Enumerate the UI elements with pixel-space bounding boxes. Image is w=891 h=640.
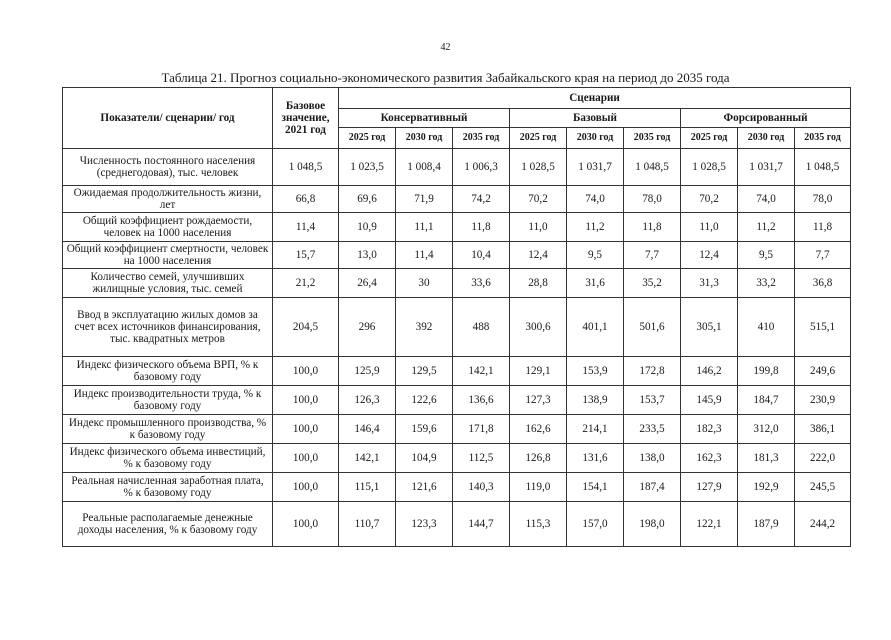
forecast-value-cell: 26,4 (339, 269, 396, 298)
forecast-value-cell: 33,6 (453, 269, 510, 298)
forecast-value-cell: 1 008,4 (396, 149, 453, 186)
forecast-value-cell: 74,2 (453, 186, 510, 213)
forecast-value-cell: 11,0 (681, 213, 738, 242)
forecast-value-cell: 1 028,5 (510, 149, 567, 186)
forecast-value-cell: 74,0 (738, 186, 795, 213)
forecast-value-cell: 249,6 (795, 357, 851, 386)
forecast-value-cell: 9,5 (738, 242, 795, 269)
table-row (63, 269, 851, 298)
forecast-value-cell: 11,4 (396, 242, 453, 269)
forecast-value-cell: 12,4 (681, 242, 738, 269)
year-header: 2025 год (681, 128, 738, 149)
forecast-value-cell: 145,9 (681, 386, 738, 415)
base-value-cell: 11,4 (273, 213, 339, 242)
indicator-label: Индекс физического объема ВРП, % к базовому году (63, 357, 273, 386)
forecast-value-cell: 28,8 (510, 269, 567, 298)
forecast-value-cell: 74,0 (567, 186, 624, 213)
forecast-value-cell: 146,2 (681, 357, 738, 386)
table-row (63, 298, 851, 357)
forecast-value-cell: 1 031,7 (738, 149, 795, 186)
forecast-value-cell: 171,8 (453, 415, 510, 444)
forecast-value-cell: 488 (453, 298, 510, 357)
base-value-cell: 100,0 (273, 386, 339, 415)
forecast-value-cell: 146,4 (339, 415, 396, 444)
forecast-value-cell: 122,1 (681, 502, 738, 547)
table-body (63, 149, 851, 547)
forecast-value-cell: 11,1 (396, 213, 453, 242)
forecast-value-cell: 305,1 (681, 298, 738, 357)
indicator-label: Ожидаемая продолжительность жизни, лет (63, 186, 273, 213)
indicator-label: Индекс физического объема инвестиций, % к базовому году (63, 444, 273, 473)
forecast-value-cell: 127,9 (681, 473, 738, 502)
forecast-value-cell: 401,1 (567, 298, 624, 357)
forecast-value-cell: 312,0 (738, 415, 795, 444)
forecast-value-cell: 172,8 (624, 357, 681, 386)
forecast-value-cell: 153,7 (624, 386, 681, 415)
forecast-value-cell: 78,0 (795, 186, 851, 213)
forecast-value-cell: 1 028,5 (681, 149, 738, 186)
forecast-value-cell: 142,1 (339, 444, 396, 473)
base-value-cell: 100,0 (273, 502, 339, 547)
base-value-header: Базовое значение, 2021 год (273, 88, 339, 149)
table-row (63, 357, 851, 386)
forecast-value-cell: 70,2 (510, 186, 567, 213)
forecast-value-cell: 71,9 (396, 186, 453, 213)
year-header: 2035 год (624, 128, 681, 149)
forecast-value-cell: 515,1 (795, 298, 851, 357)
base-value-cell: 15,7 (273, 242, 339, 269)
forecast-value-cell: 11,0 (510, 213, 567, 242)
forecast-value-cell: 410 (738, 298, 795, 357)
indicator-label: Общий коэффициент смертности, человек на 1000 населения (63, 242, 273, 269)
indicator-label: Реальная начисленная заработная плата, % к базовому году (63, 473, 273, 502)
base-value-cell: 21,2 (273, 269, 339, 298)
forecast-value-cell: 123,3 (396, 502, 453, 547)
forecast-value-cell: 392 (396, 298, 453, 357)
base-value-cell: 100,0 (273, 415, 339, 444)
forecast-value-cell: 11,8 (624, 213, 681, 242)
forecast-value-cell: 214,1 (567, 415, 624, 444)
forecast-table (62, 87, 851, 547)
forecast-value-cell: 1 031,7 (567, 149, 624, 186)
year-header: 2025 год (339, 128, 396, 149)
table-row (63, 415, 851, 444)
forecast-value-cell: 110,7 (339, 502, 396, 547)
forecast-value-cell: 129,1 (510, 357, 567, 386)
forecast-value-cell: 187,4 (624, 473, 681, 502)
table-row (63, 502, 851, 547)
base-value-cell: 1 048,5 (273, 149, 339, 186)
forecast-value-cell: 144,7 (453, 502, 510, 547)
forecast-value-cell: 162,6 (510, 415, 567, 444)
forecast-value-cell: 31,6 (567, 269, 624, 298)
table-title: Таблица 21. Прогноз социально-экономического развития Забайкальского края на период до 2035 года (161, 70, 730, 85)
forecast-value-cell: 230,9 (795, 386, 851, 415)
forecast-value-cell: 386,1 (795, 415, 851, 444)
forecast-value-cell: 78,0 (624, 186, 681, 213)
indicator-label: Реальные располагаемые денежные доходы населения, % к базовому году (63, 502, 273, 547)
forecast-value-cell: 115,1 (339, 473, 396, 502)
forecast-value-cell: 125,9 (339, 357, 396, 386)
forecast-value-cell: 10,9 (339, 213, 396, 242)
forecast-value-cell: 126,8 (510, 444, 567, 473)
year-header: 2030 год (738, 128, 795, 149)
forecast-value-cell: 140,3 (453, 473, 510, 502)
forecast-value-cell: 198,0 (624, 502, 681, 547)
forecast-value-cell: 142,1 (453, 357, 510, 386)
table-row (63, 444, 851, 473)
forecast-value-cell: 7,7 (795, 242, 851, 269)
forecast-value-cell: 30 (396, 269, 453, 298)
forecast-value-cell: 9,5 (567, 242, 624, 269)
base-value-cell: 66,8 (273, 186, 339, 213)
table-row (63, 242, 851, 269)
forecast-value-cell: 1 048,5 (795, 149, 851, 186)
forecast-value-cell: 131,6 (567, 444, 624, 473)
table-row (63, 386, 851, 415)
forecast-value-cell: 192,9 (738, 473, 795, 502)
indicator-label: Ввод в эксплуатацию жилых домов за счет всех источников финансирования, тыс. квадратных метров (63, 298, 273, 357)
forecast-value-cell: 129,5 (396, 357, 453, 386)
table-row (63, 186, 851, 213)
forecast-value-cell: 222,0 (795, 444, 851, 473)
forecast-value-cell: 199,8 (738, 357, 795, 386)
forecast-value-cell: 300,6 (510, 298, 567, 357)
forecast-value-cell: 122,6 (396, 386, 453, 415)
forecast-value-cell: 7,7 (624, 242, 681, 269)
forecast-value-cell: 11,8 (453, 213, 510, 242)
indicator-header: Показатели/ сценарии/ год (63, 88, 273, 149)
forecast-value-cell: 1 023,5 (339, 149, 396, 186)
forecast-value-cell: 233,5 (624, 415, 681, 444)
forecast-value-cell: 70,2 (681, 186, 738, 213)
scenario-conservative-header: Консервативный (339, 109, 510, 128)
forecast-value-cell: 181,3 (738, 444, 795, 473)
forecast-value-cell: 69,6 (339, 186, 396, 213)
forecast-value-cell: 182,3 (681, 415, 738, 444)
page-number: 42 (440, 42, 451, 53)
year-header: 2030 год (567, 128, 624, 149)
forecast-value-cell: 11,2 (567, 213, 624, 242)
scenarios-header: Сценарии (339, 88, 851, 109)
indicator-label: Количество семей, улучшивших жилищные условия, тыс. семей (63, 269, 273, 298)
forecast-value-cell: 154,1 (567, 473, 624, 502)
year-header: 2030 год (396, 128, 453, 149)
forecast-value-cell: 153,9 (567, 357, 624, 386)
forecast-value-cell: 11,8 (795, 213, 851, 242)
forecast-value-cell: 187,9 (738, 502, 795, 547)
forecast-value-cell: 245,5 (795, 473, 851, 502)
forecast-value-cell: 121,6 (396, 473, 453, 502)
indicator-label: Численность постоянного населения (среднегодовая), тыс. человек (63, 149, 273, 186)
forecast-value-cell: 157,0 (567, 502, 624, 547)
forecast-value-cell: 11,2 (738, 213, 795, 242)
forecast-value-cell: 159,6 (396, 415, 453, 444)
forecast-value-cell: 115,3 (510, 502, 567, 547)
forecast-value-cell: 1 006,3 (453, 149, 510, 186)
base-value-cell: 100,0 (273, 357, 339, 386)
forecast-value-cell: 1 048,5 (624, 149, 681, 186)
indicator-label: Индекс производительности труда, % к базовому году (63, 386, 273, 415)
year-header: 2035 год (453, 128, 510, 149)
indicator-label: Общий коэффициент рождаемости, человек на 1000 населения (63, 213, 273, 242)
forecast-value-cell: 119,0 (510, 473, 567, 502)
forecast-value-cell: 126,3 (339, 386, 396, 415)
forecast-value-cell: 10,4 (453, 242, 510, 269)
forecast-value-cell: 501,6 (624, 298, 681, 357)
base-value-cell: 204,5 (273, 298, 339, 357)
forecast-value-cell: 31,3 (681, 269, 738, 298)
year-header: 2025 год (510, 128, 567, 149)
forecast-value-cell: 184,7 (738, 386, 795, 415)
forecast-value-cell: 162,3 (681, 444, 738, 473)
forecast-value-cell: 138,9 (567, 386, 624, 415)
indicator-label: Индекс промышленного производства, % к базовому году (63, 415, 273, 444)
forecast-value-cell: 36,8 (795, 269, 851, 298)
forecast-value-cell: 13,0 (339, 242, 396, 269)
forecast-value-cell: 138,0 (624, 444, 681, 473)
table-row (63, 473, 851, 502)
forecast-value-cell: 127,3 (510, 386, 567, 415)
table-row (63, 213, 851, 242)
scenario-base-header: Базовый (510, 109, 681, 128)
forecast-value-cell: 296 (339, 298, 396, 357)
scenario-forced-header: Форсированный (681, 109, 851, 128)
forecast-value-cell: 112,5 (453, 444, 510, 473)
forecast-value-cell: 244,2 (795, 502, 851, 547)
base-value-cell: 100,0 (273, 444, 339, 473)
forecast-value-cell: 35,2 (624, 269, 681, 298)
year-header: 2035 год (795, 128, 851, 149)
forecast-value-cell: 12,4 (510, 242, 567, 269)
forecast-value-cell: 104,9 (396, 444, 453, 473)
forecast-value-cell: 33,2 (738, 269, 795, 298)
base-value-cell: 100,0 (273, 473, 339, 502)
table-row (63, 149, 851, 186)
forecast-value-cell: 136,6 (453, 386, 510, 415)
